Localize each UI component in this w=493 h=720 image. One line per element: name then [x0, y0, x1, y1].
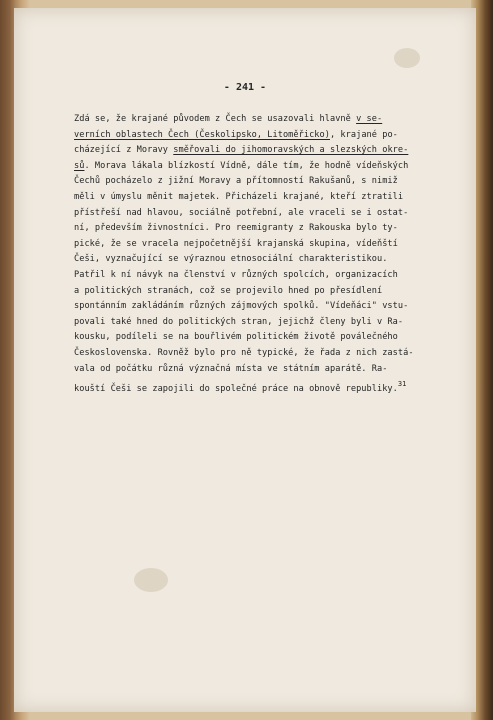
text-line [74, 346, 424, 362]
text-line [74, 237, 424, 253]
text-segment: měli v úmyslu měnit majetek. Přicházeli krajané, kteří ztratili [74, 191, 404, 202]
text-line [74, 112, 424, 128]
underlined-text: sů [74, 160, 85, 171]
text-segment: přístřeší nad hlavou, sociálně potřební, ale vraceli se i ostat- [74, 207, 409, 218]
paper-stain [394, 48, 420, 68]
text-segment: . Morava lákala blízkostí Vídně, dále tím, že hodně vídeňských [84, 160, 409, 171]
text-segment: a politických stranách, což se projevilo hned po přesídlení [74, 285, 383, 296]
text-line [74, 174, 424, 190]
underlined-text: verních oblastech Čech (Českolipsko, Litoměřicko) [74, 129, 330, 140]
text-line [74, 206, 424, 222]
text-segment: kouští Češi se zapojili do společné práce na obnově republiky. [74, 384, 398, 395]
text-line [74, 299, 424, 315]
text-line [74, 190, 424, 206]
page-number: - 241 - [223, 82, 267, 93]
text-segment: povali také hned do politických stran, jejichž členy byli v Ra- [74, 316, 404, 327]
text-line [74, 159, 424, 175]
text-segment: Čechů pocházelo z jižní Moravy a přítomností Rakušanů, s nimiž [74, 176, 398, 187]
text-line [74, 143, 424, 159]
text-segment: Patřil k ní návyk na členství v různých spolcích, organizacích [74, 269, 398, 280]
body-paragraph [74, 112, 424, 393]
text-line [74, 377, 424, 393]
text-line [74, 252, 424, 268]
underlined-text: směřovali do jihomoravských a slezských okre- [173, 145, 409, 156]
text-line [74, 128, 424, 144]
footnote-reference: 31 [397, 380, 407, 389]
text-segment: Zdá se, že krajané původem z Čech se usazovali hlavně [74, 114, 357, 124]
paper-stain [134, 568, 168, 592]
text-line [74, 330, 424, 346]
text-segment: , krajané po- [329, 129, 398, 140]
text-line [74, 315, 424, 331]
text-line [74, 362, 424, 378]
text-segment: spontánním zakládáním různých zájmových spolků. "Vídeňáci" vstu- [74, 301, 409, 312]
text-segment: pické, že se vracela nejpočetnější krajanská skupina, vídeňští [74, 238, 398, 249]
text-segment: cházející z Moravy [74, 145, 174, 156]
text-segment: Češi, vyznačující se výraznou etnosociální charakteristikou. [74, 254, 388, 265]
text-line [74, 268, 424, 284]
document-page [14, 8, 476, 712]
text-segment: ní, především živnostníci. Pro reemigranty z Rakouska bylo ty- [74, 223, 398, 234]
underlined-text: v se- [356, 114, 383, 124]
text-line [74, 221, 424, 237]
text-segment: vala od počátku různá význačná místa ve státním aparátě. Ra- [74, 363, 388, 374]
text-segment: Československa. Rovněž bylo pro ně typické, že řada z nich zastá- [74, 347, 414, 358]
text-segment: kousku, podíleli se na bouřlivém politickém životě poválečného [74, 332, 398, 343]
text-line [74, 284, 424, 300]
